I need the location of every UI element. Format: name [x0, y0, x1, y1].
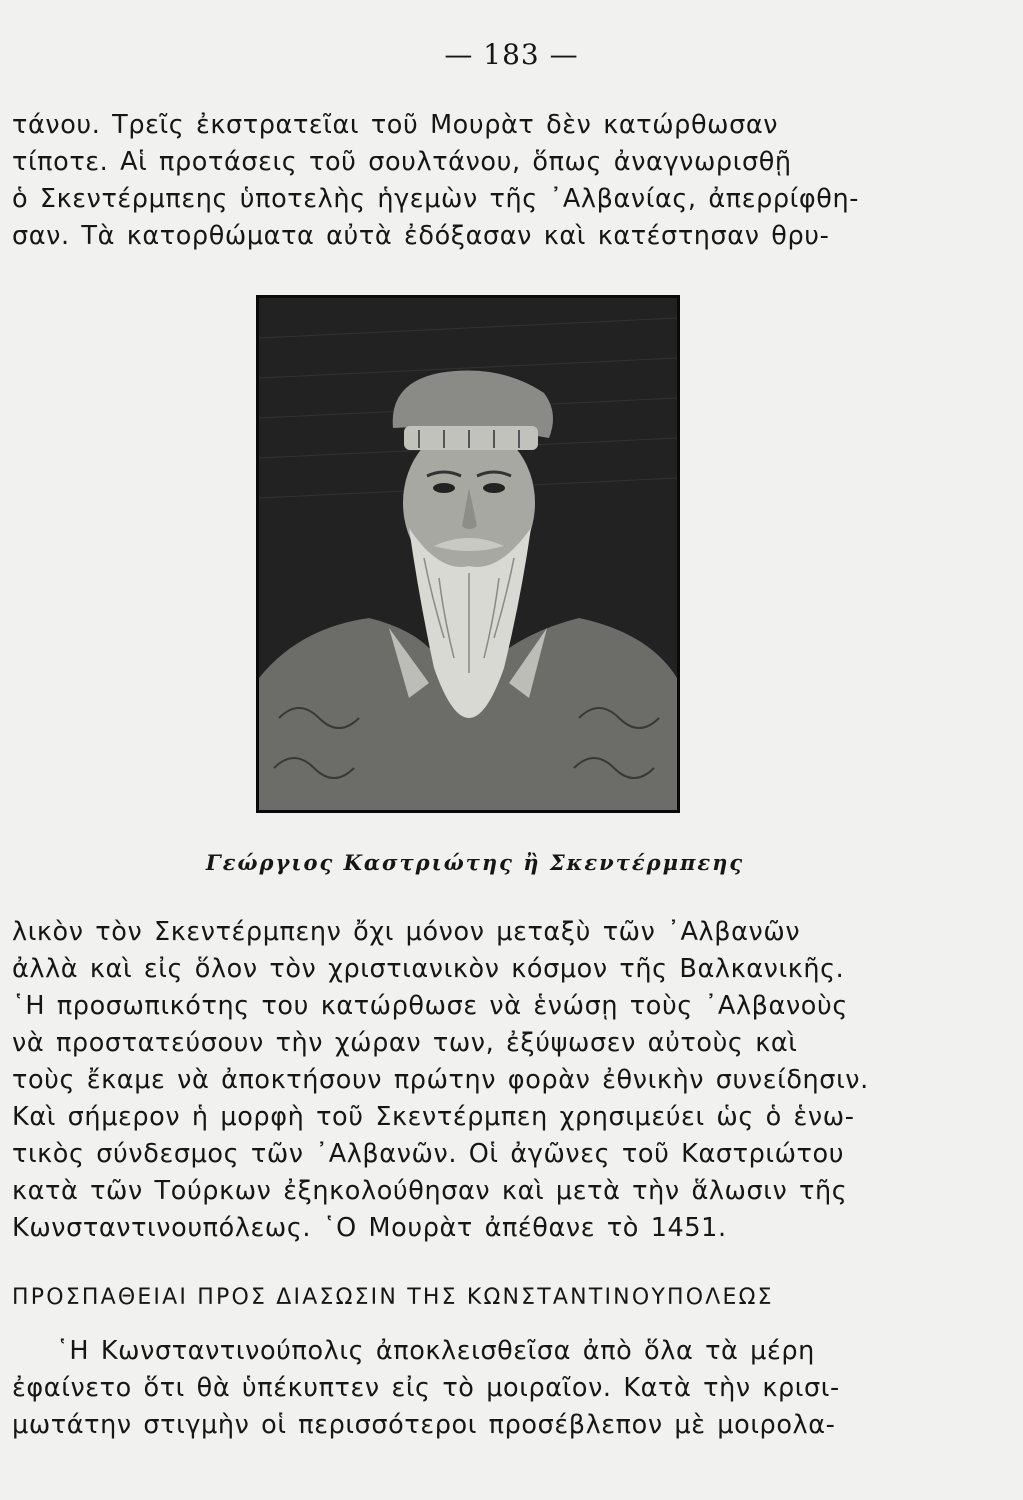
paragraph-middle: [12, 914, 1012, 1247]
text-line: Κωνσταντινουπόλεως. ῾Ο Μουρὰτ ἀπέθανε τὸ 1451.: [12, 1213, 727, 1243]
text-line: μωτάτην στιγμὴν οἱ περισσότεροι προσέβλεπον μὲ μοιρολα-: [12, 1410, 836, 1440]
text-line: ἀλλὰ καὶ εἰς ὅλον τὸν χριστιανικὸν κόσμον τῆς Βαλκανικῆς.: [12, 954, 845, 984]
text-line: ἐφαίνετο ὅτι θὰ ὑπέκυπτεν εἰς τὸ μοιραῖον. Κατὰ τὴν κρισι-: [12, 1373, 840, 1403]
section-heading: ΠΡΟΣΠΑΘΕΙΑΙ ΠΡΟΣ ΔΙΑΣΩΣΙΝ ΤΗΣ ΚΩΝΣΤΑΝΤΙΝΟΥΠΟΛΕΩΣ: [12, 1285, 774, 1310]
text-line: σαν. Τὰ κατορθώματα αὐτὰ ἐδόξασαν καὶ κατέστησαν θρυ-: [12, 221, 830, 251]
paragraph-top: [12, 107, 1012, 255]
text-line: νὰ προστατεύσουν τὴν χώραν των, ἐξύψωσεν αὐτοὺς καὶ: [12, 1028, 798, 1058]
text-line: Καὶ σήμερον ἡ μορφὴ τοῦ Σκεντέρμπεη χρησιμεύει ὡς ὁ ἑνω-: [12, 1102, 855, 1132]
text-line: τίποτε. Αἱ προτάσεις τοῦ σουλτάνου, ὅπως ἀναγνωρισθῇ: [12, 147, 792, 177]
paragraph-end: [12, 1333, 1012, 1444]
text-line: ῾Η προσωπικότης του κατώρθωσε νὰ ἑνώσῃ τοὺς ᾿Αλβανοὺς: [12, 991, 848, 1021]
text-line: ὁ Σκεντέρμπεης ὑποτελὴς ἡγεμὼν τῆς ᾿Αλβανίας, ἀπερρίφθη-: [12, 184, 860, 214]
text-line: τικὸς σύνδεσμος τῶν ᾿Αλβανῶν. Οἱ ἀγῶνες τοῦ Καστριώτου: [12, 1139, 845, 1169]
text-line: τοὺς ἔκαμε νὰ ἀποκτήσουν πρώτην φορὰν ἐθνικὴν συνείδησιν.: [12, 1065, 869, 1095]
text-line: λικὸν τὸν Σκεντέρμπεην ὄχι μόνον μεταξὺ τῶν ᾿Αλβανῶν: [12, 917, 801, 947]
text-line: τάνου. Τρεῖς ἐκστρατεῖαι τοῦ Μουρὰτ δὲν κατώρθωσαν: [12, 110, 779, 140]
portrait-illustration: [259, 298, 677, 810]
text-line: ῾Η Κωνσταντινούπολις ἀποκλεισθεῖσα ἀπὸ ὅλα τὰ μέρη: [56, 1336, 815, 1366]
figure-caption: Γεώργιος Καστριώτης ἢ Σκεντέρμπεης: [205, 850, 745, 875]
page-number: — 183 —: [444, 38, 579, 71]
text-line: κατὰ τῶν Τούρκων ἐξηκολούθησαν καὶ μετὰ τὴν ἅλωσιν τῆς: [12, 1176, 848, 1206]
portrait-engraving: [256, 295, 680, 813]
